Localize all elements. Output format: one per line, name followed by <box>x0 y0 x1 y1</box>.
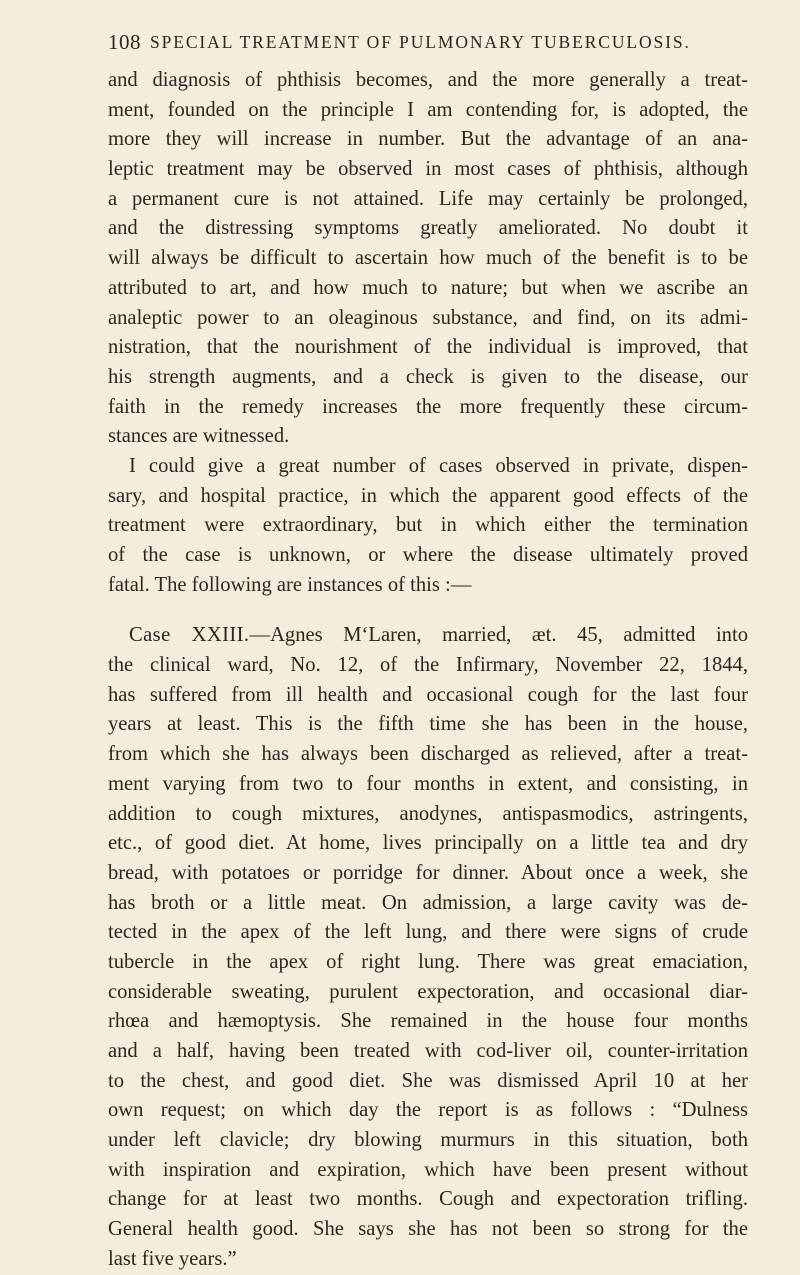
text-line: fatal. The following are instances of this :— <box>108 573 472 596</box>
text-line: stances are witnessed. <box>108 425 290 448</box>
text-line: bread, with potatoes or porridge for dinner. About once a week, she <box>108 861 748 884</box>
running-title: SPECIAL TREATMENT OF PULMONARY TUBERCULOSIS. <box>150 32 691 52</box>
text-line: and a half, having been treated with cod-liver oil, counter-irritation <box>108 1040 748 1062</box>
text-line: his strength augments, and a check is given to the disease, our <box>108 365 748 388</box>
text-line: to the chest, and good diet. She was dismissed April 10 at her <box>108 1069 748 1092</box>
text-line: rhœa and hæmoptysis. She remained in the house four months <box>108 1010 748 1033</box>
text-line: attributed to art, and how much to nature; but when we ascribe an <box>108 276 748 299</box>
text-line: General health good. She says she has not been so strong for the <box>108 1218 748 1241</box>
text-line: has broth or a little meat. On admission, a large cavity was de- <box>108 891 748 914</box>
case-heading-text: —Agnes M‘Laren, married, æt. 45, admitted into <box>249 624 748 647</box>
case-heading-line <box>108 621 748 651</box>
text-line: more they will increase in number. But the advantage of an ana- <box>108 128 748 151</box>
text-line: treatment were extraordinary, but in which either the termination <box>108 514 748 537</box>
text-line: considerable sweating, purulent expectoration, and occasional diar- <box>108 980 748 1003</box>
text-line: and the distressing symptoms greatly ameliorated. No doubt it <box>108 217 748 240</box>
text-line: tected in the apex of the left lung, and there were signs of crude <box>108 921 748 944</box>
text-line: own request; on which day the report is as follows : “Dulness <box>108 1099 748 1122</box>
text-line: of the case is unknown, or where the disease ultimately proved <box>108 544 748 566</box>
text-line: I could give a great number of cases observed in private, dispen- <box>129 454 748 477</box>
text-line: analeptic power to an oleaginous substance, and find, on its admi- <box>108 306 748 329</box>
text-line: under left clavicle; dry blowing murmurs in this situation, both <box>108 1129 748 1152</box>
text-line: etc., of good diet. At home, lives principally on a little tea and dry <box>108 832 748 855</box>
text-line: with inspiration and expiration, which have been present without <box>108 1158 748 1181</box>
text-line: and diagnosis of phthisis becomes, and the more generally a treat- <box>108 69 748 91</box>
running-head <box>108 30 748 60</box>
text-line: addition to cough mixtures, anodynes, antispasmodics, astringents, <box>108 802 748 825</box>
text-line: sary, and hospital practice, in which the apparent good effects of the <box>108 484 748 507</box>
text-line: last five years.” <box>108 1247 237 1270</box>
paragraph-gap <box>108 600 748 621</box>
page-number: 108 <box>108 30 141 54</box>
text-line: the clinical ward, No. 12, of the Infirmary, November 22, 1844, <box>108 654 748 677</box>
text-line: ment, founded on the principle I am contending for, is adopted, the <box>108 98 748 121</box>
text-line: will always be difficult to ascertain how much of the benefit is to be <box>108 247 748 270</box>
text-line: tubercle in the apex of right lung. There was great emaciation, <box>108 950 748 973</box>
text-line: from which she has always been discharged as relieved, after a treat- <box>108 743 748 766</box>
text-line: change for at least two months. Cough and expectoration trifling. <box>108 1188 748 1211</box>
text-line: faith in the remedy increases the more frequently these circum- <box>108 395 748 418</box>
text-line: has suffered from ill health and occasional cough for the last four <box>108 683 748 706</box>
text-line: leptic treatment may be observed in most cases of phthisis, although <box>108 158 748 181</box>
text-line: a permanent cure is not attained. Life may certainly be prolonged, <box>108 187 748 210</box>
text-line: years at least. This is the fifth time she has been in the house, <box>108 713 748 736</box>
paragraph-1 <box>108 66 748 452</box>
text-line: ment varying from two to four months in extent, and consisting, in <box>108 772 748 795</box>
case-report <box>108 621 748 1274</box>
body-text <box>108 66 748 1275</box>
text-line: nistration, that the nourishment of the individual is improved, that <box>108 336 748 359</box>
paragraph-2 <box>108 452 748 600</box>
case-label: Case XXIII. <box>129 624 250 647</box>
